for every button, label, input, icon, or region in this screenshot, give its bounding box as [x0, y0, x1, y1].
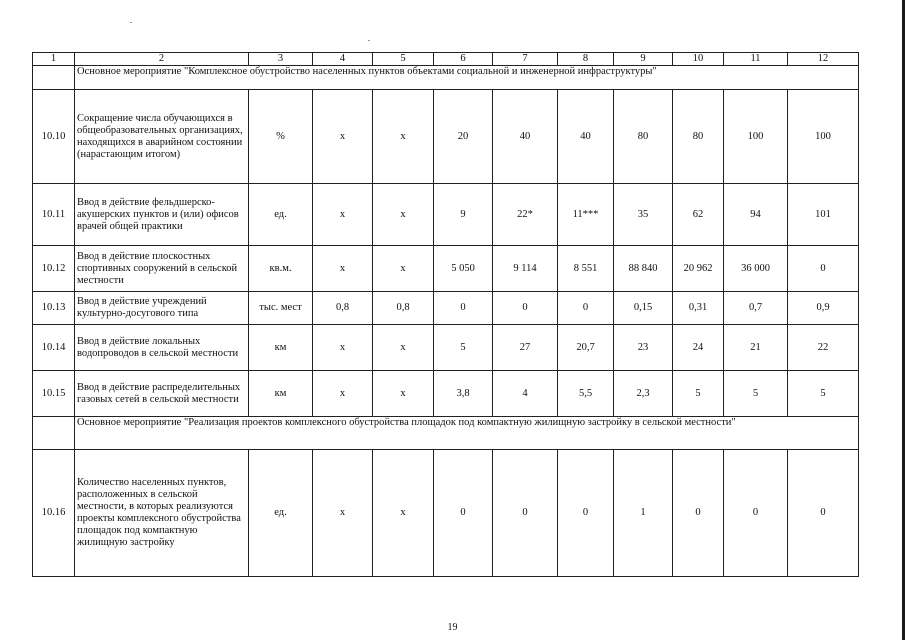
unit-cell: кв.м.	[249, 246, 313, 292]
column-number: 11	[724, 53, 788, 66]
unit-cell: км	[249, 325, 313, 371]
value-cell: 0,15	[614, 292, 673, 325]
value-cell: х	[373, 325, 434, 371]
value-cell: 5	[673, 371, 724, 417]
value-cell: 23	[614, 325, 673, 371]
value-cell: 11***	[558, 184, 614, 246]
value-cell: 4	[493, 371, 558, 417]
value-cell: 5,5	[558, 371, 614, 417]
row-number: 10.12	[33, 246, 75, 292]
value-cell: 20	[434, 90, 493, 184]
value-cell: 88 840	[614, 246, 673, 292]
value-cell: 1	[614, 450, 673, 577]
value-cell: 5	[788, 371, 859, 417]
unit-cell: %	[249, 90, 313, 184]
column-number: 6	[434, 53, 493, 66]
value-cell: 0	[673, 450, 724, 577]
value-cell: х	[313, 90, 373, 184]
value-cell: 0	[558, 292, 614, 325]
indicator-description: Ввод в действие плоскостных спортивных сооружений в сельской местности	[75, 246, 249, 292]
value-cell: 3,8	[434, 371, 493, 417]
table-row	[33, 246, 859, 292]
value-cell: 22	[788, 325, 859, 371]
value-cell: 5 050	[434, 246, 493, 292]
column-number: 1	[33, 53, 75, 66]
column-number: 8	[558, 53, 614, 66]
row-number: 10.15	[33, 371, 75, 417]
value-cell: 22*	[493, 184, 558, 246]
table-row	[33, 184, 859, 246]
value-cell: х	[373, 450, 434, 577]
column-number: 5	[373, 53, 434, 66]
value-cell: х	[313, 184, 373, 246]
column-number: 3	[249, 53, 313, 66]
unit-cell: км	[249, 371, 313, 417]
column-number: 10	[673, 53, 724, 66]
table-row	[33, 325, 859, 371]
value-cell: 5	[724, 371, 788, 417]
value-cell: 100	[724, 90, 788, 184]
unit-cell: ед.	[249, 184, 313, 246]
value-cell: 0,8	[313, 292, 373, 325]
value-cell: 0,9	[788, 292, 859, 325]
unit-cell: тыс. мест	[249, 292, 313, 325]
value-cell: 0	[493, 450, 558, 577]
section-row	[33, 417, 859, 450]
value-cell: 20,7	[558, 325, 614, 371]
section-title: Основное мероприятие "Комплексное обустройство населенных пунктов объектами социальной и инженерной инфраструктуры"	[75, 66, 859, 90]
row-number: 10.10	[33, 90, 75, 184]
value-cell: х	[313, 246, 373, 292]
value-cell: 21	[724, 325, 788, 371]
row-number: 10.14	[33, 325, 75, 371]
table-row	[33, 450, 859, 577]
section-title: Основное мероприятие "Реализация проектов комплексного обустройства площадок под компактную жилищную застройку в сельской местности"	[75, 417, 859, 450]
value-cell: х	[313, 325, 373, 371]
value-cell: х	[313, 450, 373, 577]
scan-speck	[368, 40, 370, 41]
value-cell: 0,8	[373, 292, 434, 325]
value-cell: 0,31	[673, 292, 724, 325]
value-cell: 0	[493, 292, 558, 325]
indicator-description: Ввод в действие локальных водопроводов в сельской местности	[75, 325, 249, 371]
value-cell: х	[373, 371, 434, 417]
indicator-description: Количество населенных пунктов, расположенных в сельской местности, в которых реализуются проекты комплексного обустройства площадок под компактную жилищную застройку	[75, 450, 249, 577]
column-number: 12	[788, 53, 859, 66]
value-cell: 0	[434, 450, 493, 577]
value-cell: 80	[673, 90, 724, 184]
value-cell: х	[373, 246, 434, 292]
value-cell: 94	[724, 184, 788, 246]
value-cell: 0	[558, 450, 614, 577]
value-cell: 2,3	[614, 371, 673, 417]
page-number: 19	[447, 622, 458, 633]
column-number: 4	[313, 53, 373, 66]
section-num-cell	[33, 417, 75, 450]
scan-speck	[130, 22, 132, 23]
indicator-description: Ввод в действие фельдшерско-акушерских пунктов и (или) офисов врачей общей практики	[75, 184, 249, 246]
value-cell: 27	[493, 325, 558, 371]
value-cell: 0	[724, 450, 788, 577]
value-cell: 0	[788, 246, 859, 292]
value-cell: х	[313, 371, 373, 417]
column-numbers-row	[33, 53, 859, 66]
value-cell: 9 114	[493, 246, 558, 292]
value-cell: 24	[673, 325, 724, 371]
value-cell: х	[373, 184, 434, 246]
column-number: 2	[75, 53, 249, 66]
table-row	[33, 90, 859, 184]
indicator-description: Сокращение числа обучающихся в общеобразовательных организациях, находящихся в аварийном состоянии (нарастающим итогом)	[75, 90, 249, 184]
row-number: 10.16	[33, 450, 75, 577]
table-row	[33, 292, 859, 325]
row-number: 10.13	[33, 292, 75, 325]
indicators-table	[32, 52, 859, 577]
value-cell: 100	[788, 90, 859, 184]
value-cell: 20 962	[673, 246, 724, 292]
value-cell: 40	[558, 90, 614, 184]
value-cell: 5	[434, 325, 493, 371]
unit-cell: ед.	[249, 450, 313, 577]
value-cell: 9	[434, 184, 493, 246]
value-cell: 40	[493, 90, 558, 184]
value-cell: 62	[673, 184, 724, 246]
value-cell: 0	[788, 450, 859, 577]
indicator-description: Ввод в действие учреждений культурно-досугового типа	[75, 292, 249, 325]
value-cell: 8 551	[558, 246, 614, 292]
value-cell: 0	[434, 292, 493, 325]
section-num-cell	[33, 66, 75, 90]
value-cell: х	[373, 90, 434, 184]
value-cell: 35	[614, 184, 673, 246]
column-number: 7	[493, 53, 558, 66]
column-number: 9	[614, 53, 673, 66]
table-row	[33, 371, 859, 417]
value-cell: 101	[788, 184, 859, 246]
row-number: 10.11	[33, 184, 75, 246]
value-cell: 36 000	[724, 246, 788, 292]
indicator-description: Ввод в действие распределительных газовых сетей в сельской местности	[75, 371, 249, 417]
value-cell: 0,7	[724, 292, 788, 325]
value-cell: 80	[614, 90, 673, 184]
section-row	[33, 66, 859, 90]
